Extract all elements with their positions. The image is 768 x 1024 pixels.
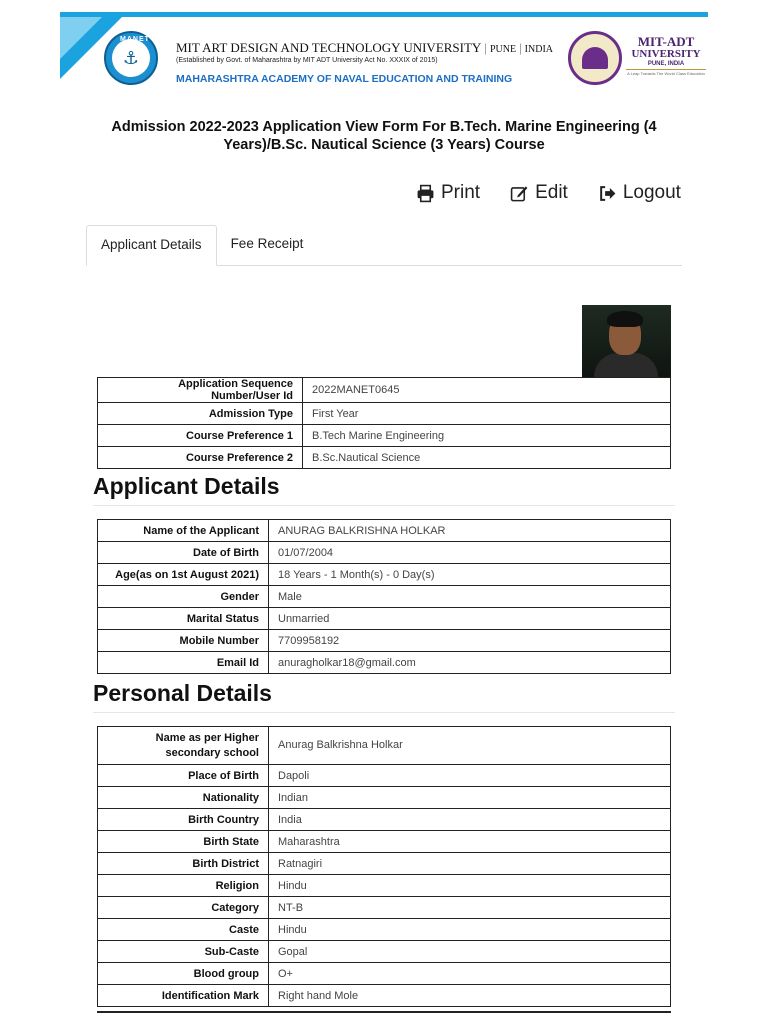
field-value: Dapoli xyxy=(269,765,671,787)
section-divider xyxy=(93,712,675,713)
field-label: Gender xyxy=(98,586,269,608)
manet-logo xyxy=(104,31,158,85)
table-row xyxy=(98,608,671,630)
table-row xyxy=(98,919,671,941)
field-value: 01/07/2004 xyxy=(269,542,671,564)
field-value: Male xyxy=(269,586,671,608)
building-dome-icon xyxy=(582,47,608,69)
field-label: Name of the Applicant xyxy=(98,520,269,542)
mitadt-tagline: A Leap Towards The World Class Education xyxy=(627,71,705,76)
table-row xyxy=(98,985,671,1007)
field-label: Religion xyxy=(98,875,269,897)
field-value: 18 Years - 1 Month(s) - 0 Day(s) xyxy=(269,564,671,586)
table-row xyxy=(98,564,671,586)
field-label: Email Id xyxy=(98,652,269,674)
field-value: B.Tech Marine Engineering xyxy=(303,425,671,447)
table-row xyxy=(98,727,671,765)
field-label: Age(as on 1st August 2021) xyxy=(98,564,269,586)
table-row xyxy=(98,652,671,674)
table-row xyxy=(98,630,671,652)
edit-button[interactable] xyxy=(510,182,568,204)
table-row xyxy=(98,403,671,425)
established-note: (Established by Govt. of Maharashtra by MIT ADT University Act No. XXXIX of 2015) xyxy=(176,57,438,64)
field-value: NT-B xyxy=(269,897,671,919)
field-value: Anurag Balkrishna Holkar xyxy=(269,727,671,765)
table-row xyxy=(98,853,671,875)
field-value: First Year xyxy=(303,403,671,425)
field-value: B.Sc.Nautical Science xyxy=(303,447,671,469)
tab-applicant-details[interactable]: Applicant Details xyxy=(86,225,217,266)
section-divider xyxy=(93,505,675,506)
applicant-details-table xyxy=(97,519,671,674)
print-label: Print xyxy=(441,182,481,203)
field-label: Category xyxy=(98,897,269,919)
university-name: MIT ART DESIGN AND TECHNOLOGY UNIVERSITY xyxy=(176,40,482,55)
printer-icon xyxy=(416,184,435,203)
manet-logo-text: MANET xyxy=(120,36,150,43)
mitadt-line2: UNIVERSITY xyxy=(631,48,701,60)
table-row xyxy=(98,831,671,853)
field-label: Application Sequence Number/User Id xyxy=(98,378,303,403)
tab-fee-receipt[interactable]: Fee Receipt xyxy=(230,236,304,251)
table-row xyxy=(98,425,671,447)
sign-out-icon xyxy=(598,184,617,203)
field-value: Unmarried xyxy=(269,608,671,630)
edit-icon xyxy=(510,184,529,203)
table-row xyxy=(98,447,671,469)
field-value: O+ xyxy=(269,963,671,985)
university-country: INDIA xyxy=(524,44,553,55)
table-row xyxy=(98,875,671,897)
field-label: Mobile Number xyxy=(98,630,269,652)
field-label: Admission Type xyxy=(98,403,303,425)
field-label: Birth State xyxy=(98,831,269,853)
field-value: 7709958192 xyxy=(269,630,671,652)
academy-name: MAHARASHTRA ACADEMY OF NAVAL EDUCATION AND TRAINING xyxy=(176,73,513,85)
field-label: Sub-Caste xyxy=(98,941,269,963)
application-info-table xyxy=(97,377,671,469)
field-value: 2022MANET0645 xyxy=(303,378,671,403)
anchor-icon: ⚓ xyxy=(112,39,150,77)
field-label: Nationality xyxy=(98,787,269,809)
field-value: Gopal xyxy=(269,941,671,963)
field-label: Birth District xyxy=(98,853,269,875)
mitadt-seal-logo xyxy=(568,31,622,85)
field-value: Maharashtra xyxy=(269,831,671,853)
logout-button[interactable] xyxy=(598,182,681,204)
field-label: Name as per Higher secondary school xyxy=(98,727,269,765)
table-row xyxy=(98,787,671,809)
field-label: Course Preference 2 xyxy=(98,447,303,469)
field-label: Marital Status xyxy=(98,608,269,630)
tab-bar xyxy=(86,225,682,266)
table-row xyxy=(98,897,671,919)
page-title: Admission 2022-2023 Application View Form For B.Tech. Marine Engineering (4 Years)/B.Sc. Nautical Science (3 Years) Course xyxy=(111,119,657,153)
field-value: India xyxy=(269,809,671,831)
header-corner-decoration-light xyxy=(60,17,102,59)
edit-label: Edit xyxy=(535,182,568,203)
field-value: anuragholkar18@gmail.com xyxy=(269,652,671,674)
page-header xyxy=(60,17,708,99)
table-row xyxy=(98,542,671,564)
table-row xyxy=(98,809,671,831)
bottom-divider xyxy=(97,1011,671,1013)
field-value: Right hand Mole xyxy=(269,985,671,1007)
mitadt-line3: PUNE, INDIA xyxy=(647,61,685,67)
table-row xyxy=(98,963,671,985)
mitadt-line1: MIT-ADT xyxy=(637,34,695,49)
print-button[interactable] xyxy=(416,182,480,204)
table-row xyxy=(98,378,671,403)
field-label: Identification Mark xyxy=(98,985,269,1007)
field-label: Place of Birth xyxy=(98,765,269,787)
table-row xyxy=(98,520,671,542)
field-label: Birth Country xyxy=(98,809,269,831)
table-row xyxy=(98,586,671,608)
mitadt-wordmark xyxy=(626,35,706,77)
field-value: Indian xyxy=(269,787,671,809)
table-row xyxy=(98,765,671,787)
field-label: Date of Birth xyxy=(98,542,269,564)
field-value: Hindu xyxy=(269,875,671,897)
applicant-photo xyxy=(582,305,671,378)
applicant-details-heading: Applicant Details xyxy=(93,473,280,499)
field-value: Hindu xyxy=(269,919,671,941)
field-label: Blood group xyxy=(98,963,269,985)
action-toolbar xyxy=(416,182,681,204)
logout-label: Logout xyxy=(622,182,681,203)
table-row xyxy=(98,941,671,963)
personal-details-table xyxy=(97,726,671,1007)
field-label: Caste xyxy=(98,919,269,941)
university-name-line: MIT ART DESIGN AND TECHNOLOGY UNIVERSITY | PUNE | INDIA xyxy=(176,40,553,55)
university-city: PUNE xyxy=(489,44,517,55)
personal-details-heading: Personal Details xyxy=(93,680,272,706)
field-value: ANURAG BALKRISHNA HOLKAR xyxy=(269,520,671,542)
field-value: Ratnagiri xyxy=(269,853,671,875)
field-label: Course Preference 1 xyxy=(98,425,303,447)
